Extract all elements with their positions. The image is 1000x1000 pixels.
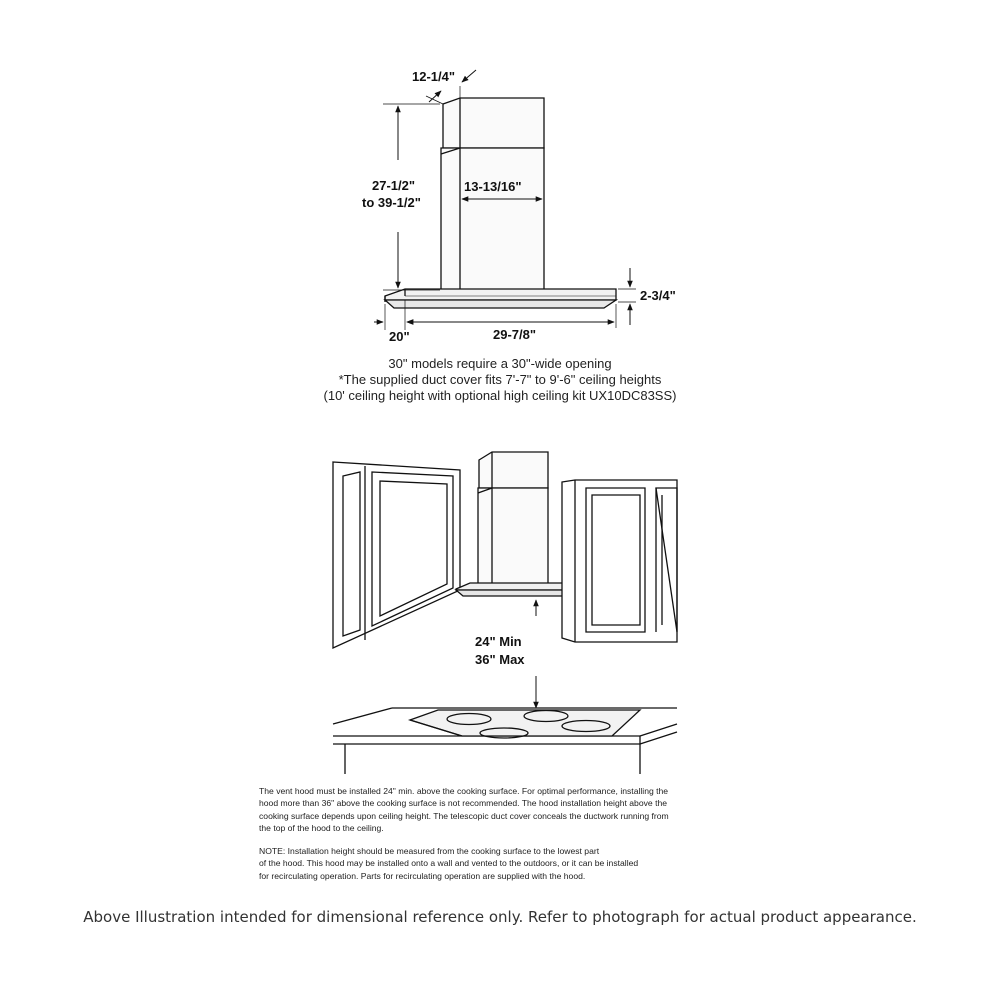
diagram-caption [250,356,750,404]
caption-line-3: (10' ceiling height with optional high ceiling kit UX10DC83SS) [323,388,677,403]
installation-max-height: 36" Max [475,652,525,667]
note-2-line-2: of the hood. This hood may be installed onto a wall and vented to the outdoors, or it can be installed [259,858,639,869]
installation-note-2 [259,845,779,882]
dim-chimney-depth: 12-1/4" [412,69,456,84]
dim-chimney-width: 13-13/16" [464,179,522,194]
note-1-line-1: The vent hood must be installed 24" min. above the cooking surface. For optimal performance, installing the [259,786,669,796]
right-cabinets [562,480,677,642]
note-1-line-2: hood more than 36" above the cooking surface is not recommended. The hood installation height above the [259,798,668,809]
dim-chimney-height-line-1: 27-1/2" [372,178,416,193]
note-2-line-3: for recirculating operation. Parts for recirculating operation are supplied with the hood. [259,870,586,881]
note-1-line-3: cooking surface depends upon ceiling height. The telescopic duct cover conceals the ductwork running from [259,810,669,821]
dim-chimney-height-line-2: to 39-1/2" [362,195,421,210]
dim-hood-width: 29-7/8" [493,327,537,342]
note-2-line-1: NOTE: Installation height should be measured from the cooking surface to the lowest part [259,846,600,856]
kitchen-installation-drawing [333,452,677,774]
caption-line-1: 30" models require a 30"-wide opening [388,356,612,371]
caption-line-2: *The supplied duct cover fits 7'-7" to 9'-6" ceiling heights [338,372,662,387]
disclaimer-footer: Above Illustration intended for dimensional reference only. Refer to photograph for actual product appearance. [83,908,917,926]
note-1-line-4: the top of the hood to the ceiling. [259,823,384,834]
dim-hood-depth: 20" [389,329,410,344]
installation-min-height: 24" Min [475,634,522,649]
dim-hood-thickness: 2-3/4" [640,288,676,303]
installation-note-1 [259,785,779,835]
left-cabinets [333,462,460,648]
